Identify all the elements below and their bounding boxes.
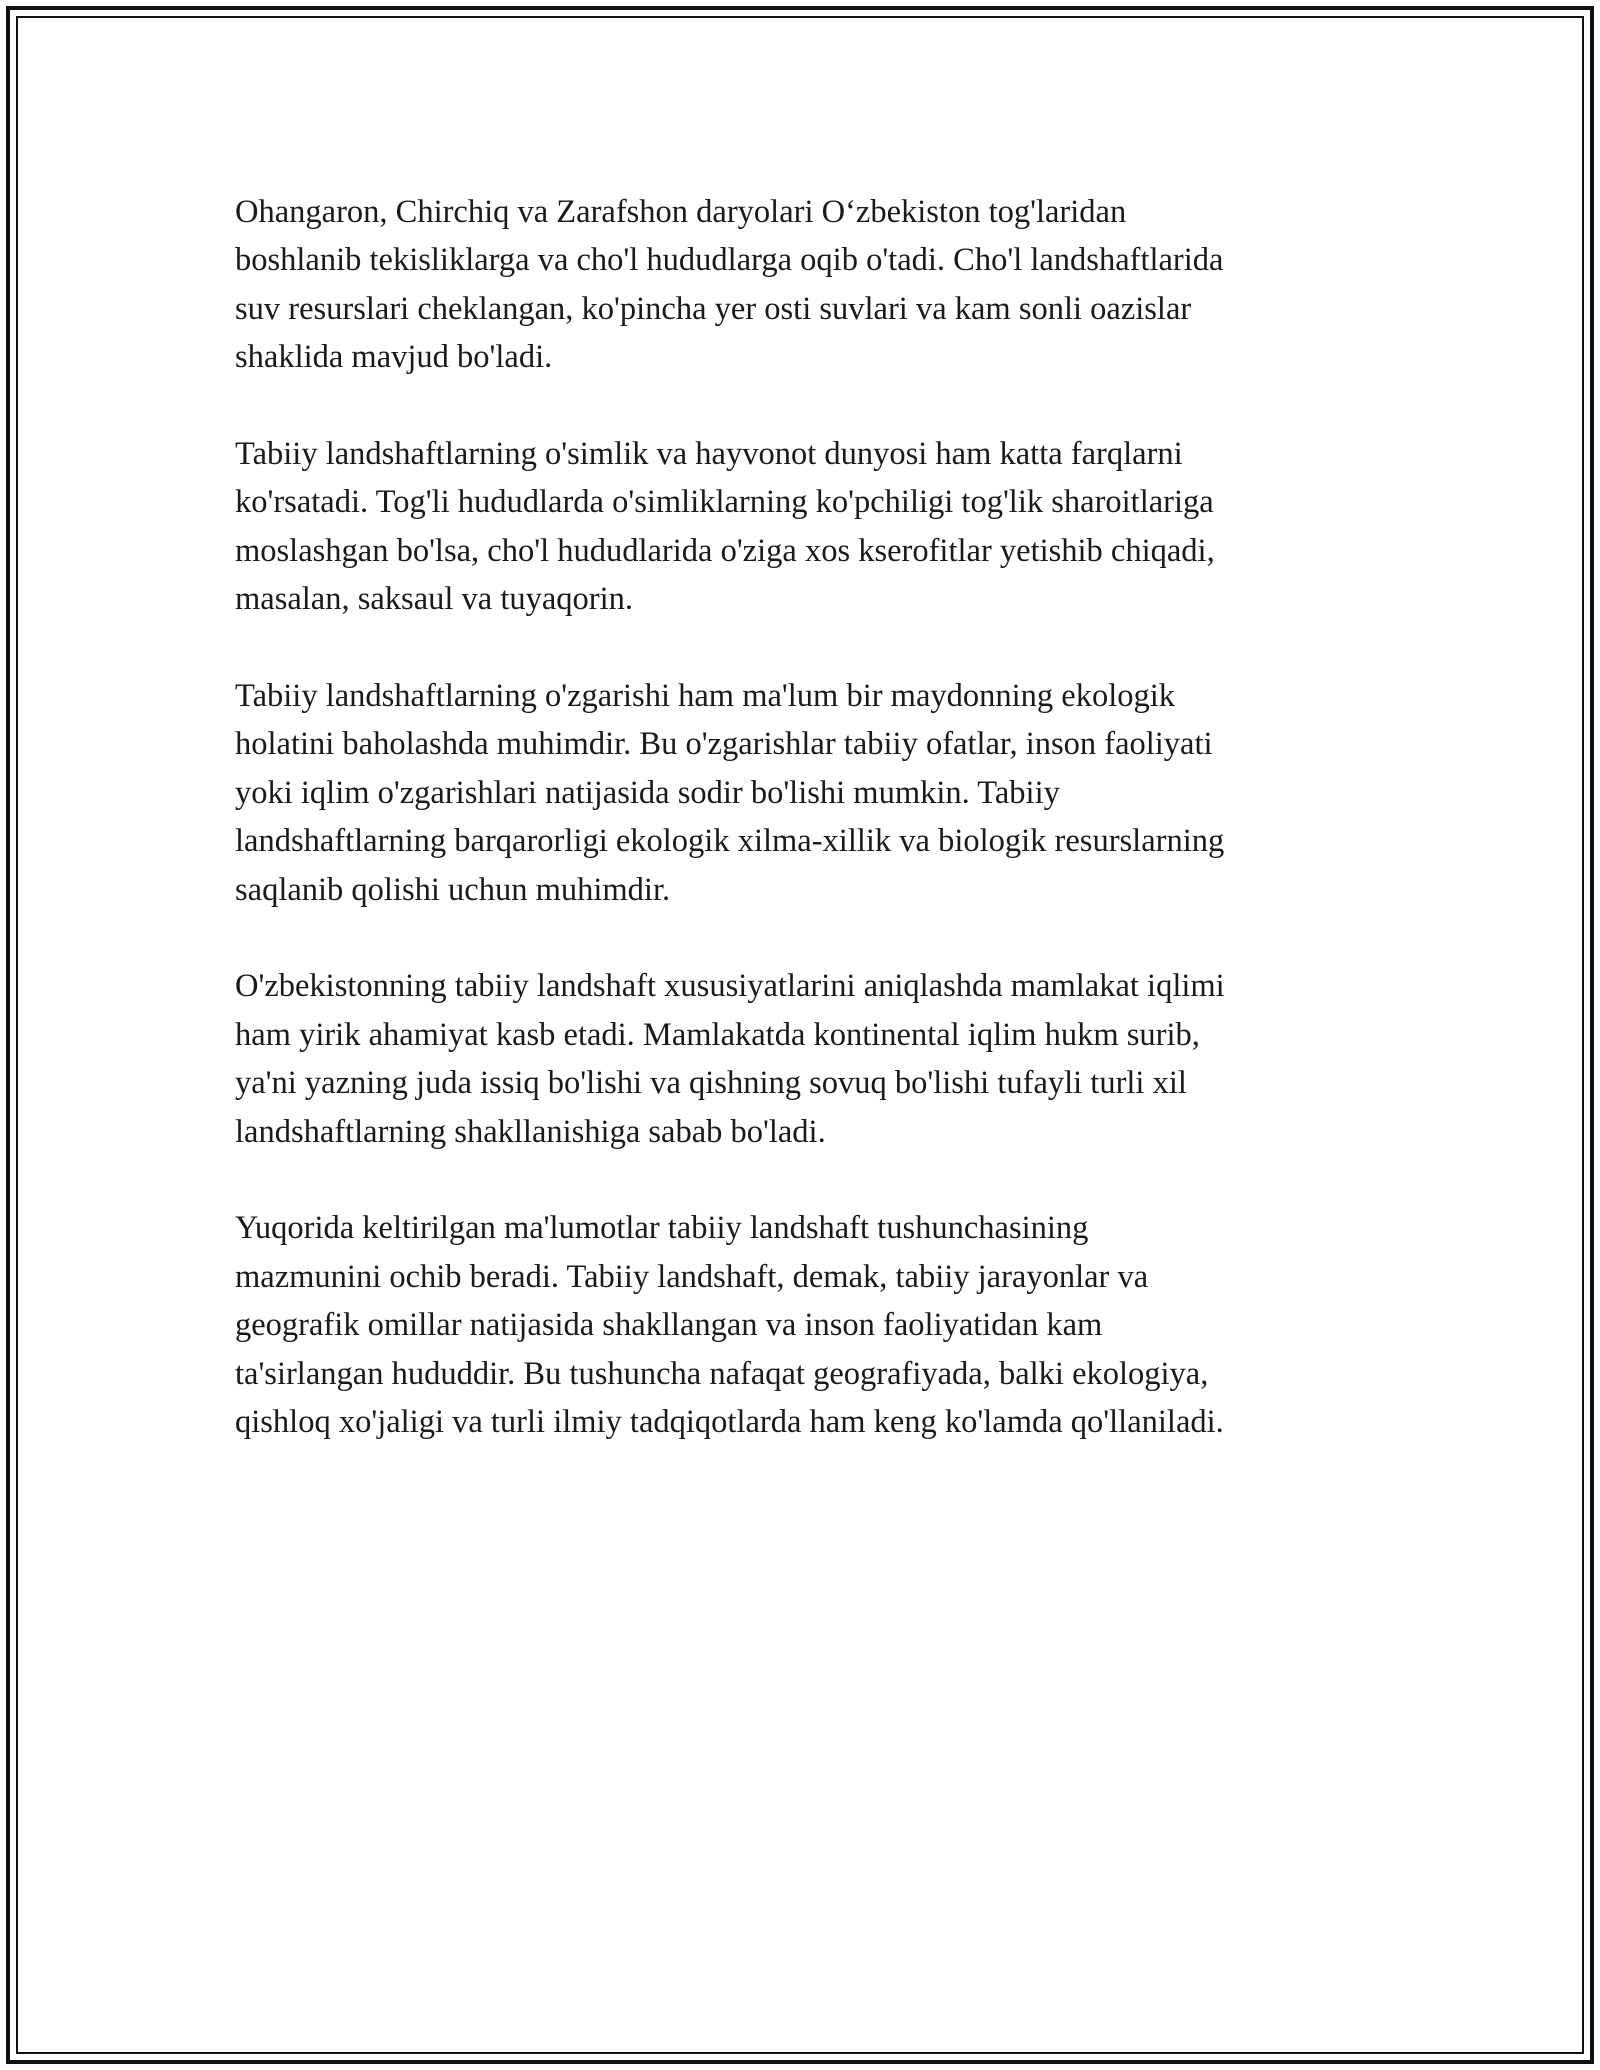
paragraph-rivers: Ohangaron, Chirchiq va Zarafshon daryolari O‘zbekiston tog'laridan boshlanib tekisliklarga va cho'l hududlarga oqib o'tadi. Cho'l landshaftlarida suv resurslari cheklangan, ko'pincha yer osti suvlari va kam sonli oazislar shaklida mavjud bo'ladi. [235,194,1224,376]
paragraph-flora-fauna: Tabiiy landshaftlarning o'simlik va hayvonot dunyosi ham katta farqlarni ko'rsatadi. Tog'li hududlarda o'simliklarning ko'pchiligi tog'lik sharoitlariga moslashgan bo'lsa, cho'l hududlarida o'ziga xos kserofitlar yetishib chiqadi, masalan, saksaul va tuyaqorin. [235,436,1215,618]
paragraph-landscape-change: Tabiiy landshaftlarning o'zgarishi ham ma'lum bir maydonning ekologik holatini baholashda muhimdir. Bu o'zgarishlar tabiiy ofatlar, inson faoliyati yoki iqlim o'zgarishlari natijasida sodir bo'lishi mumkin. Tabiiy landshaftlarning barqarorligi ekologik xilma-xillik va biologik resurslarning saqlanib qolishi uchun muhimdir. [235,678,1225,908]
paragraph-climate: O'zbekistonning tabiiy landshaft xususiyatlarini aniqlashda mamlakat iqlimi ham yirik ahamiyat kasb etadi. Mamlakatda kontinental iqlim hukm surib, ya'ni yazning juda issiq bo'lishi va qishning sovuq bo'lishi tufayli turli xil landshaftlarning shakllanishiga sabab bo'ladi. [235,968,1225,1150]
document-body [235,188,1385,1495]
paragraph-conclusion: Yuqorida keltirilgan ma'lumotlar tabiiy landshaft tushunchasining mazmunini ochib beradi. Tabiiy landshaft, demak, tabiiy jarayonlar va geografik omillar natijasida shakllangan va inson faoliyatidan kam ta'sirlangan hududdir. Bu tushuncha nafaqat geografiyada, balki ekologiya, qishloq xo'jaligi va turli ilmiy tadqiqotlarda ham keng ko'lamda qo'llaniladi. [235,1210,1224,1441]
